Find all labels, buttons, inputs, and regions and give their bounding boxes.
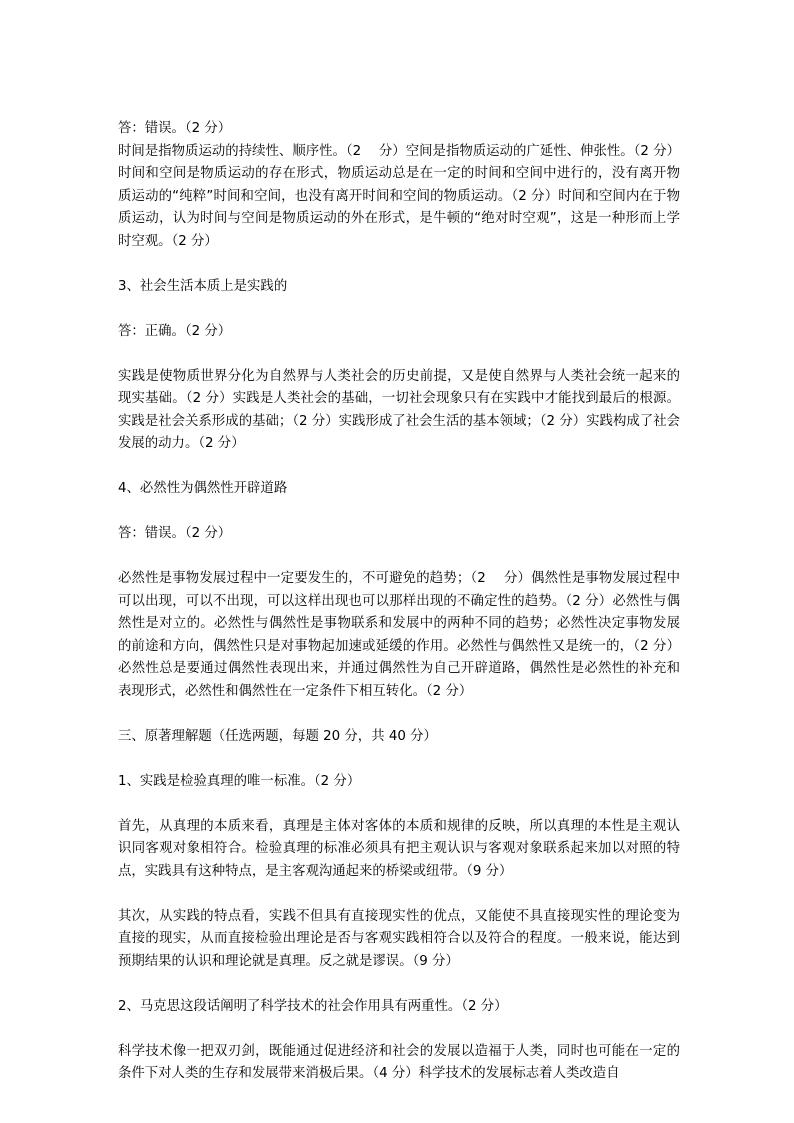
essay-1-title: 1、实践是检验真理的唯一标准。（2 分） — [118, 773, 361, 789]
answer-wrong-1: 答：错误。（2 分） — [118, 121, 232, 136]
essay-2-title: 2、马克思这段话阐明了科学技术的社会作用具有两重性。（2 分） — [118, 998, 508, 1014]
explanation-necessity: 必然性是事物发展过程中一定要发生的，不可避免的趋势；（2 分）偶然性是事物发展过程中可以出现，可以不出现，可以这样出现也可以那样出现的不确定性的趋势。（2 分）必然性与偶然性是对立的。必然性与偶然性是事物联系和发展中的两种不同的趋势；必然性决定事物发展的前途和方向，偶然性只是对事物起加速或延缓的作用。必然性与偶然性又是统一的，（2 分）必然性总是要通过偶然性表现出来，并通过偶然性为自己开辟道路，偶然性是必然性的补充和表现形式，必然性和偶然性在一定条件下相互转化。（2 分） — [118, 571, 680, 699]
explanation-practice: 实践是使物质世界分化为自然界与人类社会的历史前提，又是使自然界与人类社会统一起来的现实基础。（2 分）实践是人类社会的基础，一切社会现象只有在实践中才能找到最后的根源。实践是社会关系形成的基础；（2 分）实践形成了社会生活的基本领域；（2 分）实践构成了社会发展的动力。（2 分） — [118, 368, 680, 451]
explanation-spacetime: 时间是指物质运动的持续性、顺序性。（2 分）空间是指物质运动的广延性、伸张性。（2 分）时间和空间是物质运动的存在形式，物质运动总是在一定的时间和空间中进行的，没有离开物质运动的“纯粹”时间和空间，也没有离开时间和空间的物质运动。（2 分）时间和空间内在于物质运动，认为时间与空间是物质运动的外在形式，是牛顿的“绝对时空观”，这是一种形而上学时空观。（2 分） — [118, 143, 680, 249]
essay-1-paragraph-1: 首先，从真理的本质来看，真理是主体对客体的本质和规律的反映，所以真理的本性是主观认识同客观对象相符合。检验真理的标准必须具有把主观认识与客观对象联系起来加以对照的特点，实践具有这种特点，是主客观沟通起来的桥梁或纽带。（9 分） — [118, 818, 680, 879]
section-3-heading: 三、原著理解题（任选两题，每题 20 分，共 40 分） — [118, 728, 437, 744]
answer-correct-3: 答：正确。（2 分） — [118, 323, 232, 339]
answer-wrong-4: 答：错误。（2 分） — [118, 526, 232, 541]
question-3-title: 3、社会生活本质上是实践的 — [118, 278, 288, 294]
question-4-title: 4、必然性为偶然性开辟道路 — [118, 481, 288, 496]
document-page — [118, 118, 680, 1086]
essay-2-paragraph-1: 科学技术像一把双刃剑，既能通过促进经济和社会的发展以造福于人类，同时也可能在一定的条件下对人类的生存和发展带来消极后果。（4 分）科学技术的发展标志着人类改造自 — [118, 1043, 680, 1081]
essay-1-paragraph-2: 其次，从实践的特点看，实践不但具有直接现实性的优点，又能使不具直接现实性的理论变为直接的现实，从而直接检验出理论是否与客观实践相符合以及符合的程度。一般来说，能达到预期结果的认识和理论就是真理。反之就是谬误。（9 分） — [118, 908, 680, 969]
